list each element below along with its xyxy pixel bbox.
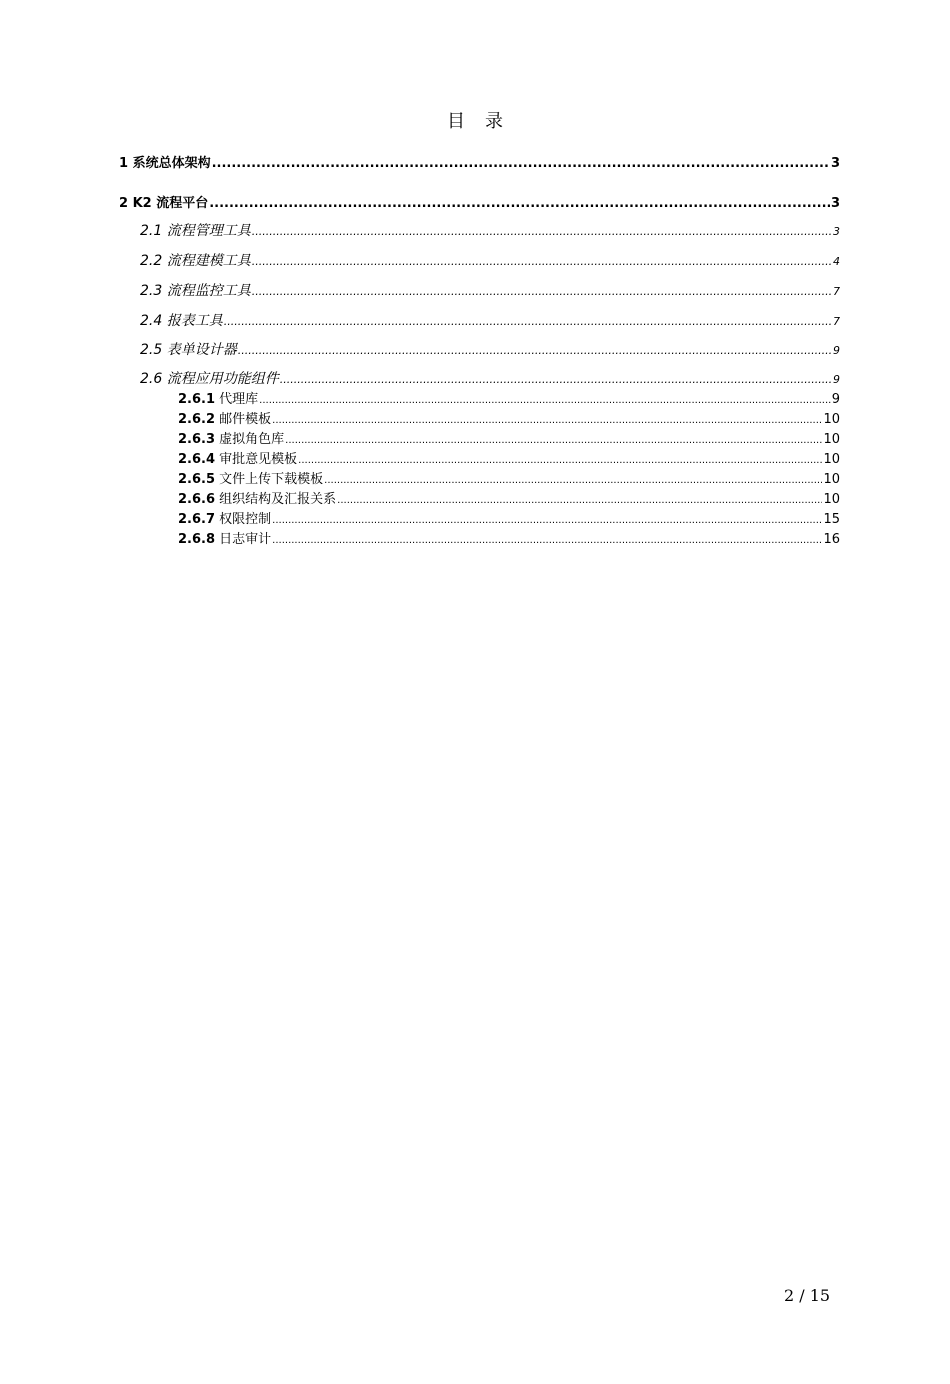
toc-entry-label: 2.6.8 日志审计 — [178, 532, 272, 546]
toc-page-number: 4 — [833, 255, 840, 268]
toc-dot-leader — [209, 196, 830, 210]
toc-dot-leader — [252, 225, 832, 238]
toc-entry-label: 2 K2 流程平台 — [119, 196, 209, 210]
toc-dot-leader — [324, 475, 822, 486]
toc-dot-leader — [212, 156, 830, 170]
toc-page-number: 10 — [823, 412, 840, 426]
toc-title-part1: 目 — [447, 111, 465, 132]
toc-entry-2-6-2[interactable] — [178, 408, 840, 426]
toc-entry-2-6-3[interactable] — [178, 428, 840, 446]
toc-entry-label: 2.1 流程管理工具 — [140, 223, 251, 238]
toc-entry-2-3[interactable] — [140, 280, 840, 298]
toc-page-number: 9 — [833, 344, 840, 357]
toc-page-number: 7 — [833, 285, 840, 298]
toc-entry-2-6-6[interactable] — [178, 488, 840, 506]
toc-entry-2-4[interactable] — [140, 310, 840, 328]
toc-dot-leader — [285, 435, 822, 446]
toc-page-number: 16 — [823, 532, 840, 546]
toc-entry-2-6[interactable] — [140, 368, 840, 386]
toc-entry-label: 2.6.4 审批意见模板 — [178, 452, 298, 466]
toc-page-number: 15 — [823, 512, 840, 526]
toc-page-number: 10 — [823, 472, 840, 486]
toc-entry-label: 2.6.2 邮件模板 — [178, 412, 272, 426]
toc-page-number: 10 — [823, 452, 840, 466]
toc-entry-label: 1 系统总体架构 — [119, 156, 211, 170]
toc-entry-label: 2.6.1 代理库 — [178, 392, 259, 406]
toc-title — [0, 107, 950, 133]
toc-page-number: 10 — [823, 432, 840, 446]
toc-entry-label: 2.2 流程建模工具 — [140, 253, 251, 268]
page-indicator: 2 / 15 — [784, 1286, 831, 1305]
toc-page-number: 3 — [830, 196, 840, 210]
toc-entry-2-6-5[interactable] — [178, 468, 840, 486]
toc-dot-leader — [298, 455, 822, 466]
toc-page-number: 9 — [831, 392, 840, 406]
toc-entry-label: 2.6.6 组织结构及汇报关系 — [178, 492, 337, 506]
toc-entry-2-2[interactable] — [140, 250, 840, 268]
toc-dot-leader — [337, 495, 822, 506]
toc-entry-2-6-4[interactable] — [178, 448, 840, 466]
toc-dot-leader — [252, 285, 832, 298]
toc-entry-label: 2.6.5 文件上传下载模板 — [178, 472, 324, 486]
toc-entry-label: 2.6.7 权限控制 — [178, 512, 272, 526]
toc-entry-2-6-1[interactable] — [178, 388, 840, 406]
toc-entry-1[interactable] — [119, 152, 840, 170]
toc-entry-2-5[interactable] — [140, 339, 840, 357]
toc-page-number: 9 — [833, 373, 840, 386]
toc-entry-label: 2.4 报表工具 — [140, 313, 223, 328]
toc-dot-leader — [259, 395, 831, 406]
toc-entry-label: 2.3 流程监控工具 — [140, 283, 251, 298]
toc-entry-label: 2.5 表单设计器 — [140, 342, 237, 357]
toc-title-part2: 录 — [485, 111, 503, 132]
toc-page-number: 7 — [833, 315, 840, 328]
toc-page-number: 3 — [830, 156, 840, 170]
toc-entry-2[interactable] — [119, 192, 840, 210]
toc-dot-leader — [252, 255, 832, 268]
toc-entry-2-1[interactable] — [140, 220, 840, 238]
toc-dot-leader — [238, 344, 832, 357]
toc-dot-leader — [224, 315, 832, 328]
toc-entry-2-6-7[interactable] — [178, 508, 840, 526]
toc-dot-leader — [272, 415, 822, 426]
toc-entry-label: 2.6.3 虚拟角色库 — [178, 432, 285, 446]
toc-page-number: 3 — [833, 225, 840, 238]
toc-dot-leader — [272, 515, 822, 526]
toc-page-number: 10 — [823, 492, 840, 506]
toc-dot-leader — [272, 535, 822, 546]
toc-entry-2-6-8[interactable] — [178, 528, 840, 546]
toc-dot-leader — [280, 373, 832, 386]
toc-entry-label: 2.6 流程应用功能组件 — [140, 371, 279, 386]
